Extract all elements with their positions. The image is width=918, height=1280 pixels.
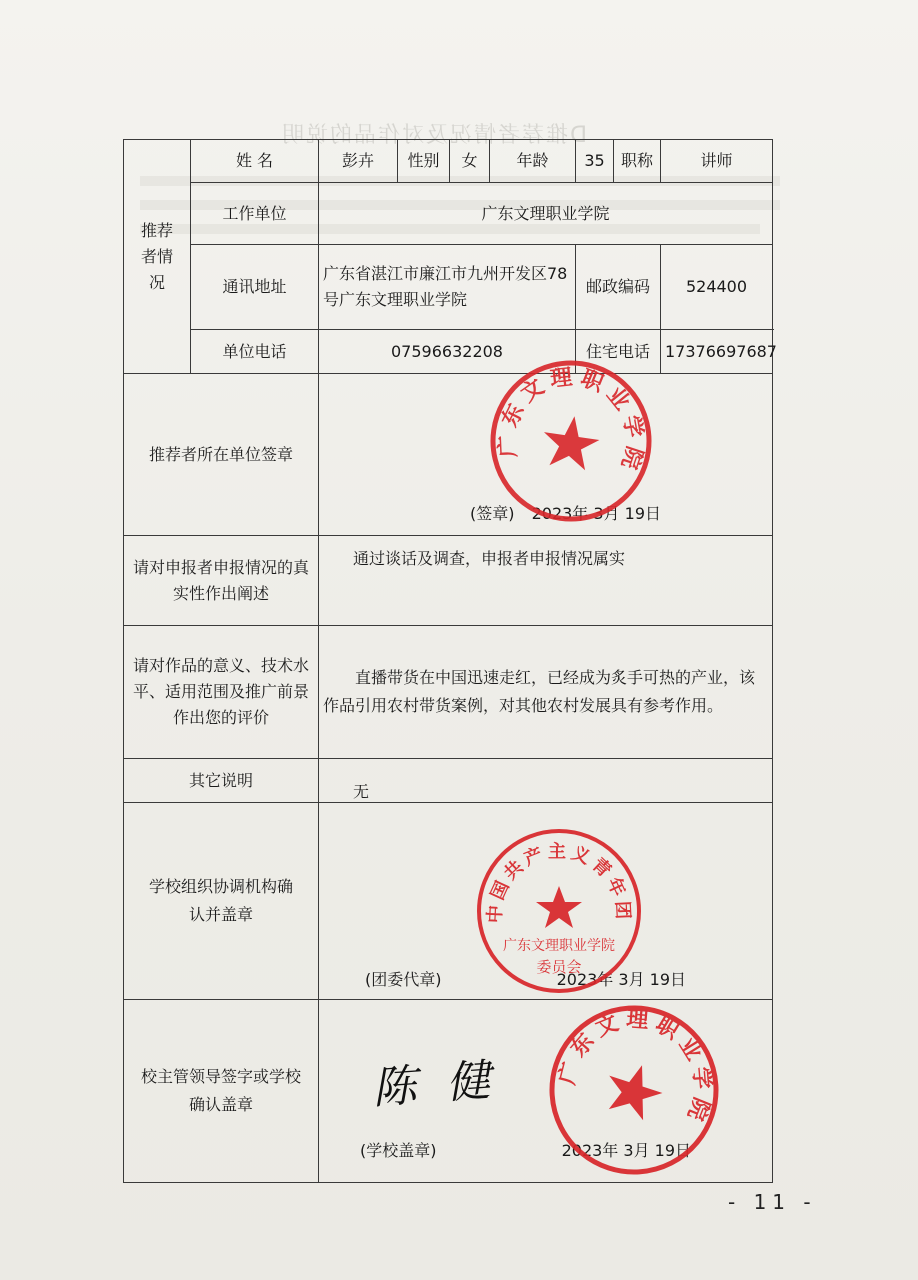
youth-league-stamp [474,826,644,996]
table-row [124,330,773,374]
school-seal-stamp-1 [475,345,667,537]
leader-caption: (学校盖章) [359,1141,437,1160]
seal-icon [475,345,667,537]
address-label: 通讯地址 [191,245,319,330]
name-value: 彭卉 [319,140,398,183]
page-number: - 11 - [728,1190,817,1214]
work-unit-value: 广东文理职业学院 [319,183,773,245]
unit-phone-label: 单位电话 [191,330,319,374]
svg-text:委员会: 委员会 [536,958,582,976]
gender-label: 性别 [398,140,450,183]
truth-label: 请对申报者申报情况的真实性作出阐述 [124,536,319,626]
truth-text: 通过谈话及调查，申报者申报情况属实 [319,536,773,626]
eval-label: 请对作品的意义、技术水平、适用范围及推广前景作出您的评价 [124,626,319,759]
table-row [124,140,773,183]
school-org-caption: (团委代章) [364,970,442,989]
svg-text:广东文理职业学院: 广东文理职业学院 [503,938,615,954]
leader-label: 校主管领导签字或学校确认盖章 [124,1000,319,1183]
home-phone-label: 住宅电话 [576,330,661,374]
address-value: 广东省湛江市廉江市九州开发区78号广东文理职业学院 [319,245,576,330]
table-row [124,183,773,245]
school-org-label: 学校组织协调机构确认并盖章 [124,803,319,1000]
unit-seal-caption: (签章) [469,504,515,523]
unit-phone-value: 07596632208 [319,330,576,374]
seal-icon [474,826,644,996]
other-text: 无 [319,759,773,803]
svg-text:广东文理职业学院: 广东文理职业学院 [555,1006,715,1130]
table-row [124,374,773,536]
svg-text:中国共产主义青年团: 中国共产主义青年团 [484,841,634,924]
title-label: 职称 [614,140,661,183]
unit-seal-label: 推荐者所在单位签章 [124,374,319,536]
table-row [124,803,773,1000]
name-label: 姓 名 [191,140,319,183]
bleed-through-title: D推荐者情况及对作品的说明 [280,123,587,148]
leader-signature: 陈 健 [370,1054,500,1115]
unit-seal-date: 2023年 3月 19日 [531,504,662,523]
title-value: 讲师 [661,140,773,183]
postcode-value: 524400 [661,245,773,330]
table-row [124,536,773,626]
svg-text:广东文理职业学院: 广东文理职业学院 [495,364,648,478]
table-row [124,245,773,330]
table-row [124,759,773,803]
gender-value: 女 [450,140,490,183]
other-label: 其它说明 [124,759,319,803]
table-row [124,626,773,759]
eval-text: 直播带货在中国迅速走红，已经成为炙手可热的产业，该作品引用农村带货案例，对其他农村发展具有参考作用。 [319,626,773,759]
section-label: 推荐者情况 [124,140,191,374]
age-label: 年龄 [490,140,576,183]
school-org-date: 2023年 3月 19日 [556,970,687,989]
work-unit-label: 工作单位 [191,183,319,245]
age-value: 35 [576,140,614,183]
home-phone-value: 17376697687 [661,330,773,374]
leader-date: 2023年 3月 19日 [561,1141,692,1160]
postcode-label: 邮政编码 [576,245,661,330]
